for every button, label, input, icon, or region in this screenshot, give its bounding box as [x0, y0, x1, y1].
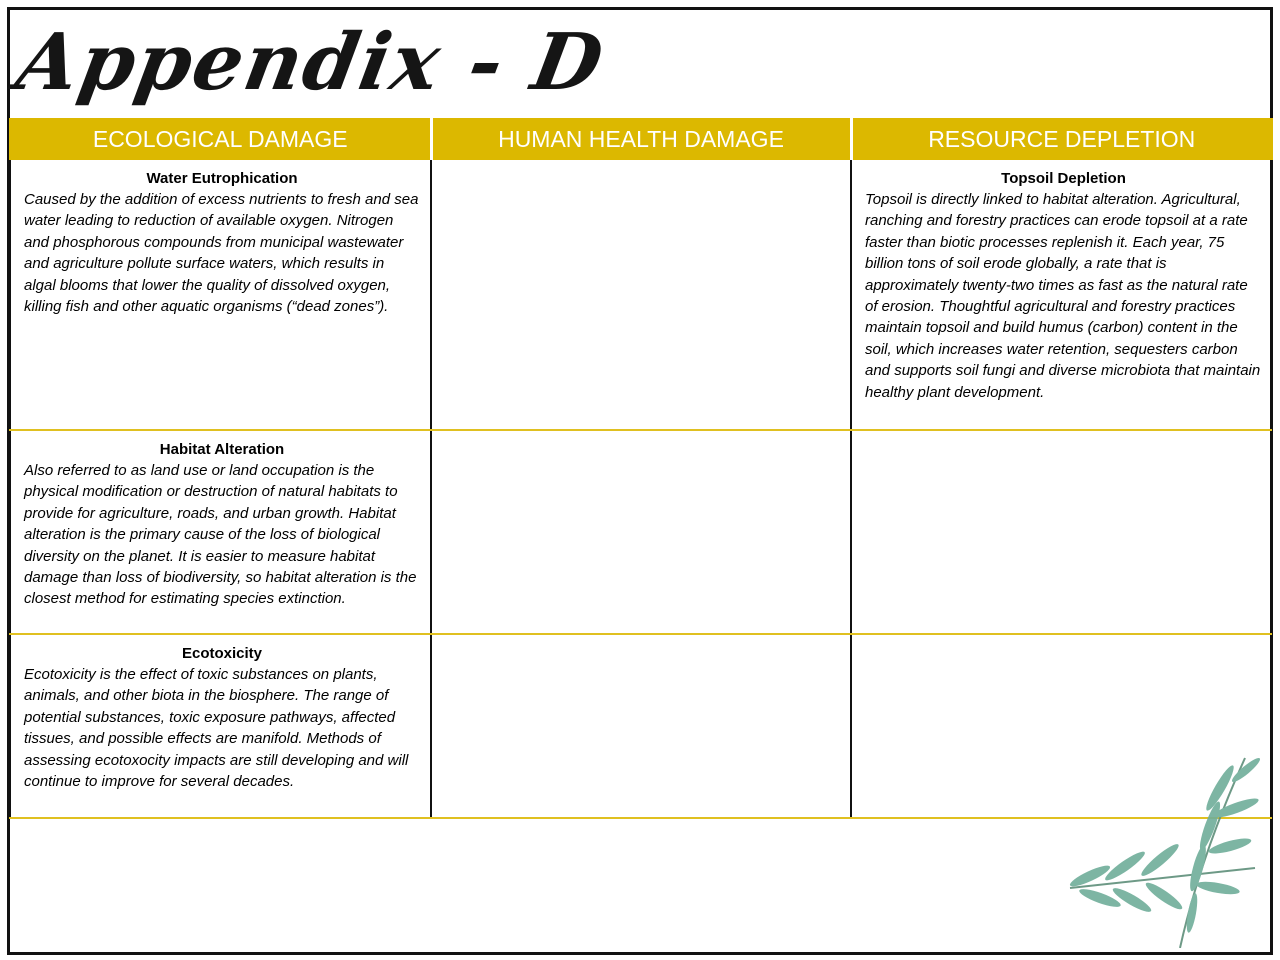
column-header-resource: RESOURCE DEPLETION — [851, 118, 1272, 160]
cell-title: Water Eutrophication — [146, 170, 298, 187]
cell-body: Topsoil is directly linked to habitat alteration. Agricultural, ranching and forestry practices can erode topsoil at a rate faster than biotic processes replenish it. Each year, 75 billion tons of soil erode globally, a rate that is approximately twenty-two times as fast as the natural rate of erosion. Thoughtful agricultural and forestry practices maintain topsoil and build humus (carbon) content in the soil, which increases water retention, sequesters carbon and supports soil fungi and diverse microbiota that maintain healthy plant development. — [865, 191, 1261, 401]
cell-body: Also referred to as land use or land occupation is the physical modification or destruction of natural habitats to provide for agriculture, roads, and urban growth. Habitat alteration is the primary cause of the loss of biological diversity on the planet. It is easier to measure habitat damage than loss of biodiversity, so habitat alteration is the closest method for estimating species extinction. — [24, 462, 417, 608]
cell-title: Habitat Alteration — [159, 441, 285, 458]
cell-title: Topsoil Depletion — [1001, 170, 1126, 187]
column-header-ecological: ECOLOGICAL DAMAGE — [10, 118, 431, 160]
cell-body: Ecotoxicity is the effect of toxic substances on plants, animals, and other biota in the biosphere. The range of potential substances, toxic exposure pathways, affected tissues, and possible effects are manifold. Methods of assessing ecotoxocity impacts are still developing and will continue to improve for several decades. — [24, 666, 409, 791]
cell-water-eutrophication — [10, 160, 431, 430]
header-row — [10, 118, 1272, 160]
cell-empty — [851, 430, 1272, 634]
cell-body: Caused by the addition of excess nutrients to fresh and sea water leading to reduction of available oxygen. Nitrogen and phosphorous compounds from municipal wastewater and agriculture pollute surface waters, which results in algal blooms that lower the quality of dissolved oxygen, killing fish and other aquatic organisms (“dead zones”). — [24, 191, 419, 316]
cell-topsoil-depletion — [851, 160, 1272, 430]
cell-empty — [431, 160, 851, 430]
page-title: Appendix - D — [10, 17, 612, 108]
cell-habitat-alteration — [10, 430, 431, 634]
table-row — [10, 160, 1272, 430]
cell-empty — [431, 634, 851, 818]
cell-title: Ecotoxicity — [181, 645, 263, 662]
cell-ecotoxicity — [10, 634, 431, 818]
column-header-human-health: HUMAN HEALTH DAMAGE — [431, 118, 851, 160]
olive-branch-icon — [1060, 748, 1260, 948]
appendix-table — [9, 118, 1273, 819]
table-row — [10, 430, 1272, 634]
cell-empty — [431, 430, 851, 634]
